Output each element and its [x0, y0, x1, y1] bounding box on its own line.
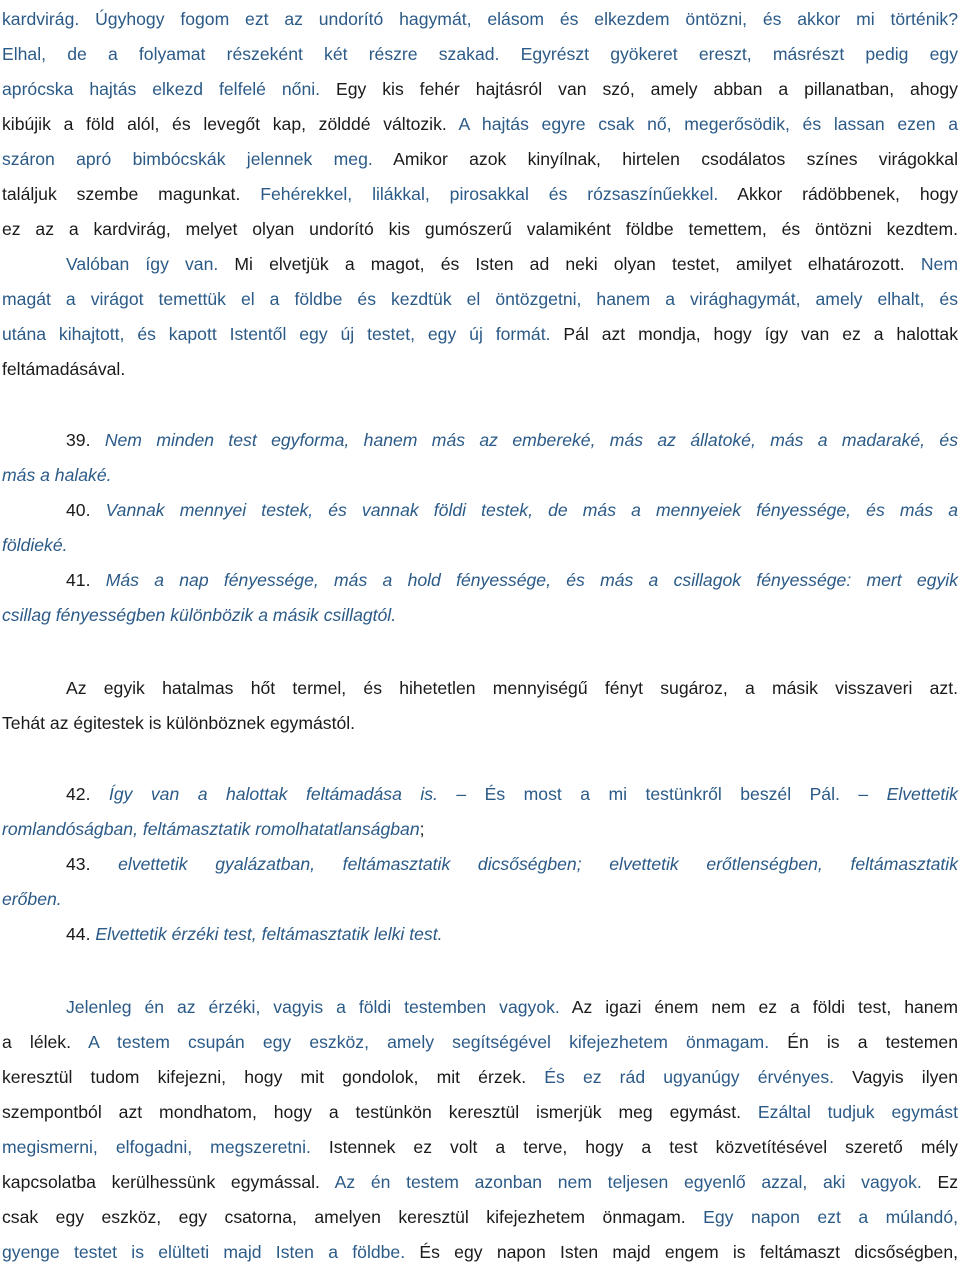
sentence: Egy kis fehér hajtásról van szó, amely abban a pillanatban, ahogy: [320, 79, 958, 99]
text-line: [2, 217, 958, 241]
text-line: [2, 1100, 958, 1124]
text-line: [2, 1205, 958, 1229]
sentence: Vagyis ilyen: [834, 1067, 958, 1087]
sentence: Amikor azok kinyílnak, hirtelen csodálatos színes virágokkal: [372, 149, 958, 169]
text-line: [2, 7, 958, 31]
text-line: [2, 287, 958, 311]
verse-44: [66, 922, 958, 946]
verse-text: Nem minden test egyforma, hanem más az embereké, más az állatoké, más a madaraké, és: [90, 430, 958, 450]
verse-number: 40.: [66, 500, 91, 520]
sentence: aprócska hajtás elkezd felfelé nőni.: [2, 79, 321, 99]
verse-text: más a halaké.: [2, 465, 112, 485]
verse-39: [66, 428, 958, 452]
sentence: Nem: [904, 254, 958, 274]
sentence: Akkor rádöbbenek, hogy: [718, 184, 959, 204]
sentence: Az én testem azonban nem teljesen egyenlő azzal, aki vagyok.: [319, 1172, 922, 1192]
verse-text: elvettetik gyalázatban, feltámasztatik dicsőségben; elvettetik erőtlenségben, feltámasztatik: [90, 854, 958, 874]
sentence: utána kihajtott, és kapott Istentől egy új testet, egy új formát.: [2, 324, 551, 344]
sentence: Jelenleg én az érzéki, vagyis a földi testemben vagyok.: [66, 997, 560, 1017]
sentence: száron apró bimbócskák jelennek meg.: [2, 149, 373, 169]
text-line: [66, 995, 958, 1019]
sentence: keresztül tudom kifejezni, hogy mit gondolok, mit érzek.: [2, 1067, 527, 1087]
sentence: csak egy eszköz, egy csatorna, amelyen keresztül kifejezhetem önmagam.: [2, 1207, 686, 1227]
sentence: Ez: [921, 1172, 958, 1192]
text-line: [2, 817, 958, 841]
verse-text: Vannak mennyei testek, és vannak földi testek, de más a mennyeiek fényessége, és más a: [90, 500, 958, 520]
sentence: találjuk szembe magunkat.: [2, 184, 241, 204]
text-line: [2, 322, 958, 346]
sentence: Istennek ez volt a terve, hogy a test közvetítésével szerető mély: [310, 1137, 958, 1157]
verse-42: [66, 782, 958, 806]
sentence: megismerni, elfogadni, megszeretni.: [2, 1137, 311, 1157]
verse-text: romlandóságban, feltámasztatik romolhatatlanságban: [2, 819, 420, 839]
sentence: A hajtás egyre csak nő, megerősödik, és lassan ezen a: [446, 114, 958, 134]
verse-number: 41.: [66, 570, 91, 590]
text-line: [2, 463, 958, 487]
sentence: – És most a mi testünkről beszél Pál. –: [437, 784, 869, 804]
verse-text: csillag fényességben különbözik a másik csillagtól.: [2, 605, 397, 625]
sentence: szempontból azt mondhatom, hogy a testünkön keresztül ismerjük meg egymást.: [2, 1102, 741, 1122]
sentence: ez az a kardvirág, melyet olyan undorító kis gumószerű valamiként földbe temettem, és öntözni kezdtem.: [2, 219, 958, 239]
sentence: Fehérekkel, lilákkal, pirosakkal és rózsaszínűekkel.: [240, 184, 719, 204]
verse-text: Más a nap fényessége, más a hold fényessége, és más a csillagok fényessége: mert egyik: [90, 570, 958, 590]
sentence: kibújik a föld alól, és levegőt kap, zölddé változik.: [2, 114, 447, 134]
sentence: Én is a testemen: [769, 1032, 959, 1052]
text-line: [2, 147, 958, 171]
text-line: [2, 887, 958, 911]
verse-text: földieké.: [2, 535, 68, 555]
sentence: kapcsolatba kerülhessünk egymással.: [2, 1172, 320, 1192]
sentence: Valóban így van.: [66, 254, 219, 274]
sentence: Pál azt mondja, hogy így van ez a halottak: [550, 324, 958, 344]
verse-number: 42.: [66, 784, 91, 804]
text-line: [2, 533, 958, 557]
sentence: És egy napon Isten majd engem is feltámaszt dicsőségben,: [405, 1242, 959, 1262]
verse-number: 39.: [66, 430, 91, 450]
sentence: És ez rád ugyanúgy érvényes.: [526, 1067, 834, 1087]
verse-40: [66, 498, 958, 522]
verse-number: 44.: [66, 924, 91, 944]
text-line: [2, 182, 958, 206]
sentence: gyenge testet is elülteti majd Isten a földbe.: [2, 1242, 406, 1262]
sentence: Ezáltal tudjuk egymást: [741, 1102, 958, 1122]
text-line: [2, 1065, 958, 1089]
sentence: a lélek.: [2, 1032, 71, 1052]
sentence: A testem csupán egy eszköz, amely segítségével kifejezhetem önmagam.: [71, 1032, 770, 1052]
text-line: [2, 77, 958, 101]
verse-43: [66, 852, 958, 876]
text-line: [2, 1030, 958, 1054]
text-line: [2, 711, 958, 735]
text-line: [66, 252, 958, 276]
verse-41: [66, 568, 958, 592]
verse-number: 43.: [66, 854, 91, 874]
text-line: [2, 1170, 958, 1194]
sentence: magát a virágot temettük el a földbe és kezdtük el öntözgetni, hanem a virághagymát, amely elhalt, és: [2, 289, 958, 309]
verse-text: Így van a halottak feltámadása is.: [90, 784, 438, 804]
verse-text: Elvettetik: [868, 784, 958, 804]
verse-text: Elvettetik érzéki test, feltámasztatik lelki test.: [90, 924, 443, 944]
sentence: kardvirág. Úgyhogy fogom ezt az undorító hagymát, elásom és elkezdem öntözni, és akkor mi történik?: [2, 9, 958, 29]
text-line: [66, 676, 958, 700]
sentence: feltámadásával.: [2, 359, 126, 379]
punctuation: ;: [419, 819, 425, 839]
sentence: Az igazi énem nem ez a földi test, hanem: [559, 997, 958, 1017]
text-line: [2, 603, 958, 627]
text-line: [2, 1135, 958, 1159]
text-line: [2, 112, 958, 136]
sentence: Mi elvetjük a magot, és Isten ad neki olyan testet, amilyet elhatározott.: [218, 254, 905, 274]
verse-text: erőben.: [2, 889, 62, 909]
sentence: Elhal, de a folyamat részeként két részre szakad. Egyrészt gyökeret ereszt, másrészt pedig egy: [2, 44, 958, 64]
sentence: Tehát az égitestek is különböznek egymástól.: [2, 713, 356, 733]
text-line: [2, 1240, 958, 1264]
sentence: Egy napon ezt a múlandó,: [685, 1207, 958, 1227]
sentence: Az egyik hatalmas hőt termel, és hihetetlen mennyiségű fényt sugároz, a másik visszaveri azt.: [66, 678, 958, 698]
text-line: [2, 42, 958, 66]
text-line: [2, 357, 958, 381]
